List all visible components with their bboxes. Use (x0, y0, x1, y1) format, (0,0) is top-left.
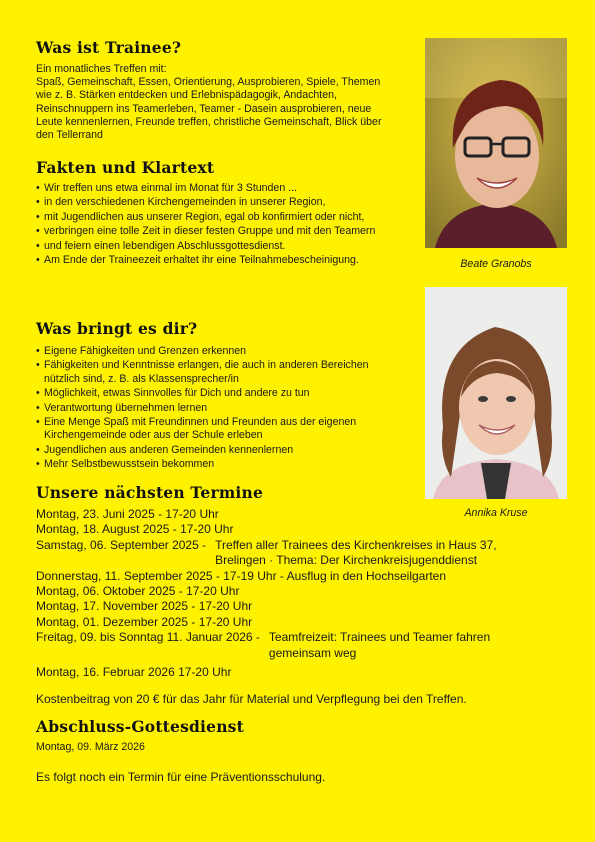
list-item: • und feiern einen lebendigen Abschlussgottesdienst. (36, 240, 386, 253)
heading-was-ist-trainee: Was ist Trainee? (36, 38, 182, 57)
list-item: • Mehr Selbstbewusstsein bekommen (36, 458, 371, 471)
section1-body: Spaß, Gemeinschaft, Essen, Orientierung, Ausprobieren, Spiele, Themen wie z. B. Stärken entdecken und Erlebnispädagogik, Andachten, Reinschnuppern ins Teamerleben, Teamer - Dasein ausprobieren, neue Leute kennenlernen, Freunde treffen, christliche Gemeinschaft, Blick über den Tellerrand (36, 76, 382, 142)
section1-text (36, 63, 396, 142)
kostenbeitrag: Kostenbeitrag von 20 € für das Jahr für Material und Verpflegung bei den Treffen. (36, 692, 467, 706)
list-item: • Möglichkeit, etwas Sinnvolles für Dich und andere zu tun (36, 387, 371, 400)
list-item: • Fähigkeiten und Kenntnisse erlangen, die auch in anderen Bereichen nützlich sind, z. B. als Klassensprecher/in (36, 359, 371, 386)
termin-date: Donnerstag, 11. September 2025 - 17-19 Uhr - Ausflug in den Hochseilgarten (36, 568, 447, 583)
list-item: • in den verschiedenen Kirchengemeinden in unserer Region, (36, 196, 386, 209)
list-item: • verbringen eine tolle Zeit in dieser festen Gruppe und mit den Teamern (36, 225, 386, 238)
termin-row (36, 665, 556, 680)
portrait-photo-2 (425, 287, 567, 499)
termin-date: Freitag, 09. bis Sonntag 11. Januar 2026 - (36, 630, 260, 645)
termin-row (36, 630, 556, 661)
list-item: • Am Ende der Traineezeit erhaltet ihr eine Teilnahmebescheinigung. (36, 254, 386, 267)
list-item: • mit Jugendlichen aus unserer Region, egal ob konfirmiert oder nicht, (36, 211, 386, 224)
termine-list (36, 507, 556, 680)
section1-intro: Ein monatliches Treffen mit: (36, 63, 167, 75)
heading-fakten-und-klartext: Fakten und Klartext (36, 158, 215, 177)
termin-date: Montag, 06. Oktober 2025 - 17-20 Uhr (36, 584, 240, 599)
termin-row (36, 584, 556, 599)
praevention-note: Es folgt noch ein Termin für eine Präventionsschulung. (36, 770, 326, 784)
termin-row (36, 538, 556, 569)
photo-1-caption: Beate Granobs (460, 258, 532, 270)
list-item: • Verantwortung übernehmen lernen (36, 402, 371, 415)
heading-termine: Unsere nächsten Termine (36, 483, 264, 502)
list-item: • Eine Menge Spaß mit Freundinnen und Freunden aus der eigenen Kirchengemeinde oder aus der Schule erleben (36, 416, 371, 443)
termin-date: Montag, 16. Februar 2026 17-20 Uhr (36, 665, 232, 680)
portrait-photo-1 (425, 38, 567, 248)
abschluss-date: Montag, 09. März 2026 (36, 741, 145, 753)
termin-date: Montag, 01. Dezember 2025 - 17-20 Uhr (36, 614, 253, 629)
vorteile-list (36, 345, 371, 473)
photo-2-caption: Annika Kruse (464, 507, 528, 519)
termin-date: Montag, 23. Juni 2025 - 17-20 Uhr (36, 507, 219, 521)
list-item: • Wir treffen uns etwa einmal im Monat für 3 Stunden ... (36, 182, 386, 195)
list-item: • Jugendlichen aus anderen Gemeinden kennenlernen (36, 444, 371, 457)
termin-row (36, 569, 556, 584)
termin-row (36, 615, 556, 630)
list-item: • Eigene Fähigkeiten und Grenzen erkennen (36, 345, 371, 358)
portrait-1-image (425, 38, 567, 248)
heading-was-bringt-es-dir: Was bringt es dir? (36, 319, 198, 338)
termin-text: Teamfreizeit: Trainees und Teamer fahren gemeinsam weg (268, 630, 491, 660)
termin-date: Samstag, 06. September 2025 - (36, 537, 207, 552)
termin-date: Montag, 17. November 2025 - 17-20 Uhr (36, 599, 253, 614)
portrait-2-image (425, 287, 567, 499)
termin-row (36, 522, 556, 537)
heading-abschluss-gottesdienst: Abschluss-Gottesdienst (36, 717, 244, 736)
termin-date: Montag, 18. August 2025 - 17-20 Uhr (36, 522, 234, 537)
termin-row (36, 599, 556, 614)
termin-text: Treffen aller Trainees des Kirchenkreises in Haus 37, Brelingen · Thema: Der Kirchenkreisjugenddienst (215, 537, 497, 568)
fakten-list (36, 182, 386, 268)
